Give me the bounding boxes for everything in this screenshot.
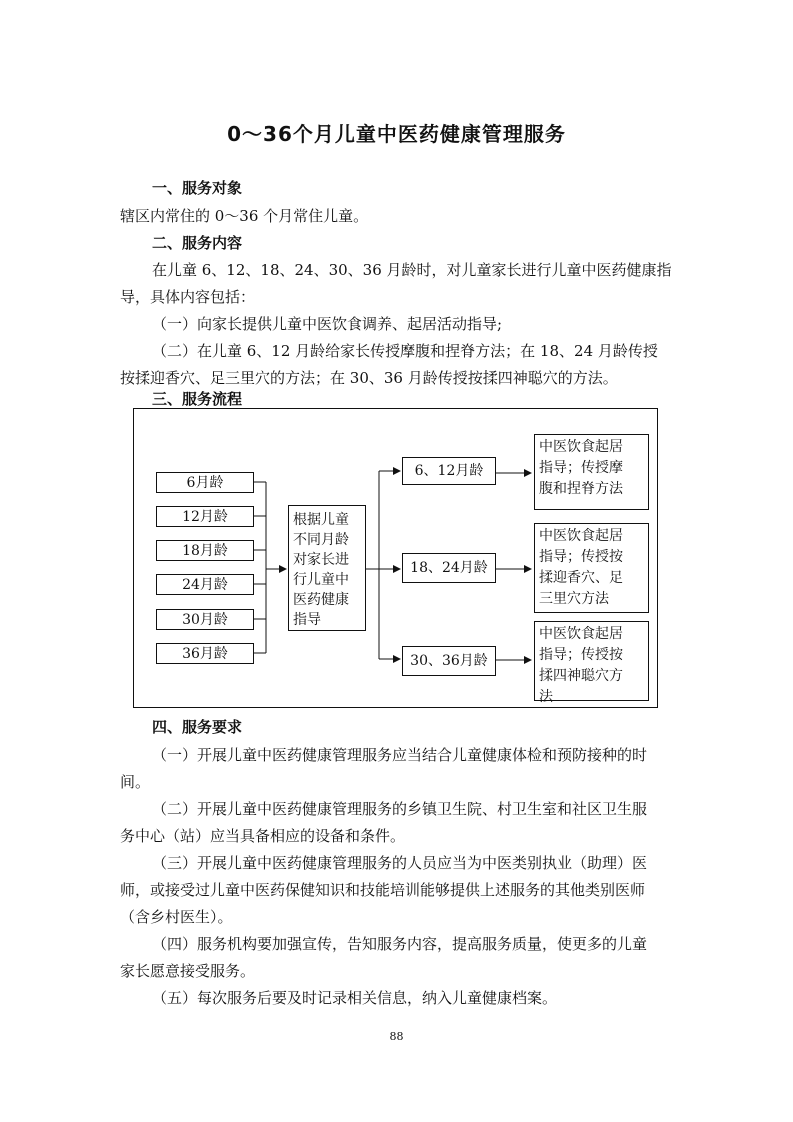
section-text: 师，或接受过儿童中医药保健知识和技能培训能够提供上述服务的其他类别医师 (120, 881, 646, 899)
group-box-30-36: 30、36月龄 (402, 646, 496, 676)
section-text: （四）服务机构要加强宣传，告知服务内容，提高服务质量，使更多的儿童 (152, 935, 648, 953)
section-text: （三）开展儿童中医药健康管理服务的人员应当为中医类别执业（助理）医 (152, 854, 648, 872)
tcm-line: 三里穴方法 (539, 591, 609, 607)
age-box-6: 6月龄 (156, 472, 254, 493)
tcm-box-18-24 (534, 523, 649, 613)
page-number: 88 (389, 1030, 404, 1043)
section-heading-content: 二、服务内容 (152, 234, 243, 252)
section-heading-target: 一、服务对象 (152, 179, 243, 197)
section-text: （一）向家长提供儿童中医饮食调养、起居活动指导; (152, 315, 503, 333)
tcm-line: 中医饮食起居 (539, 626, 623, 642)
tcm-line: 法 (539, 689, 553, 705)
guidance-line: 行儿童中 (293, 572, 349, 588)
group-box-6-12: 6、12月龄 (402, 457, 496, 485)
section-text: （五）每次服务后要及时记录相关信息，纳入儿童健康档案。 (152, 989, 558, 1007)
tcm-line: 中医饮食起居 (539, 528, 623, 544)
guidance-box (288, 505, 366, 631)
age-box-24: 24月龄 (156, 574, 254, 595)
age-box-12: 12月龄 (156, 506, 254, 527)
tcm-line: 腹和捏脊方法 (539, 481, 623, 497)
section-text: 辖区内常住的 0～36 个月常住儿童。 (120, 207, 369, 225)
section-text: 务中心（站）应当具备相应的设备和条件。 (120, 827, 406, 845)
section-text: 间。 (120, 773, 151, 791)
guidance-line: 对家长进 (293, 552, 349, 568)
section-text: 家长愿意接受服务。 (120, 962, 256, 980)
guidance-line: 指导 (293, 612, 321, 628)
tcm-line: 揉迎香穴、足 (539, 570, 623, 586)
section-heading-process: 三、服务流程 (152, 390, 243, 408)
page-title: 0～36个月儿童中医药健康管理服务 (227, 122, 566, 146)
section-text: 按揉迎香穴、足三里穴的方法；在 30、36 月龄传授按揉四神聪穴的方法。 (120, 369, 618, 387)
tcm-line: 揉四神聪穴方 (539, 668, 623, 684)
age-box-30: 30月龄 (156, 609, 254, 630)
group-box-18-24: 18、24月龄 (402, 553, 496, 583)
section-text: 在儿童 6、12、18、24、30、36 月龄时，对儿童家长进行儿童中医药健康指 (152, 261, 672, 279)
age-box-18: 18月龄 (156, 540, 254, 561)
age-box-36: 36月龄 (156, 643, 254, 664)
section-text: （二）开展儿童中医药健康管理服务的乡镇卫生院、村卫生室和社区卫生服 (152, 800, 648, 818)
tcm-line: 指导；传授按 (539, 549, 623, 565)
section-text: 导，具体内容包括： (120, 288, 256, 306)
flowchart-frame (133, 408, 658, 708)
tcm-line: 中医饮食起居 (539, 439, 623, 455)
tcm-box-6-12 (534, 434, 649, 510)
guidance-line: 医药健康 (293, 592, 349, 608)
section-heading-requirements: 四、服务要求 (152, 718, 243, 736)
guidance-line: 不同月龄 (293, 532, 349, 548)
tcm-line: 指导；传授按 (539, 647, 623, 663)
guidance-line: 根据儿童 (293, 512, 349, 528)
tcm-box-30-36 (534, 621, 649, 705)
section-text: （二）在儿童 6、12 月龄给家长传授摩腹和捏脊方法；在 18、24 月龄传授 (152, 342, 658, 360)
section-text: （含乡村医生）。 (120, 908, 233, 926)
tcm-line: 指导；传授摩 (539, 460, 623, 476)
section-text: （一）开展儿童中医药健康管理服务应当结合儿童健康体检和预防接种的时 (152, 746, 648, 764)
